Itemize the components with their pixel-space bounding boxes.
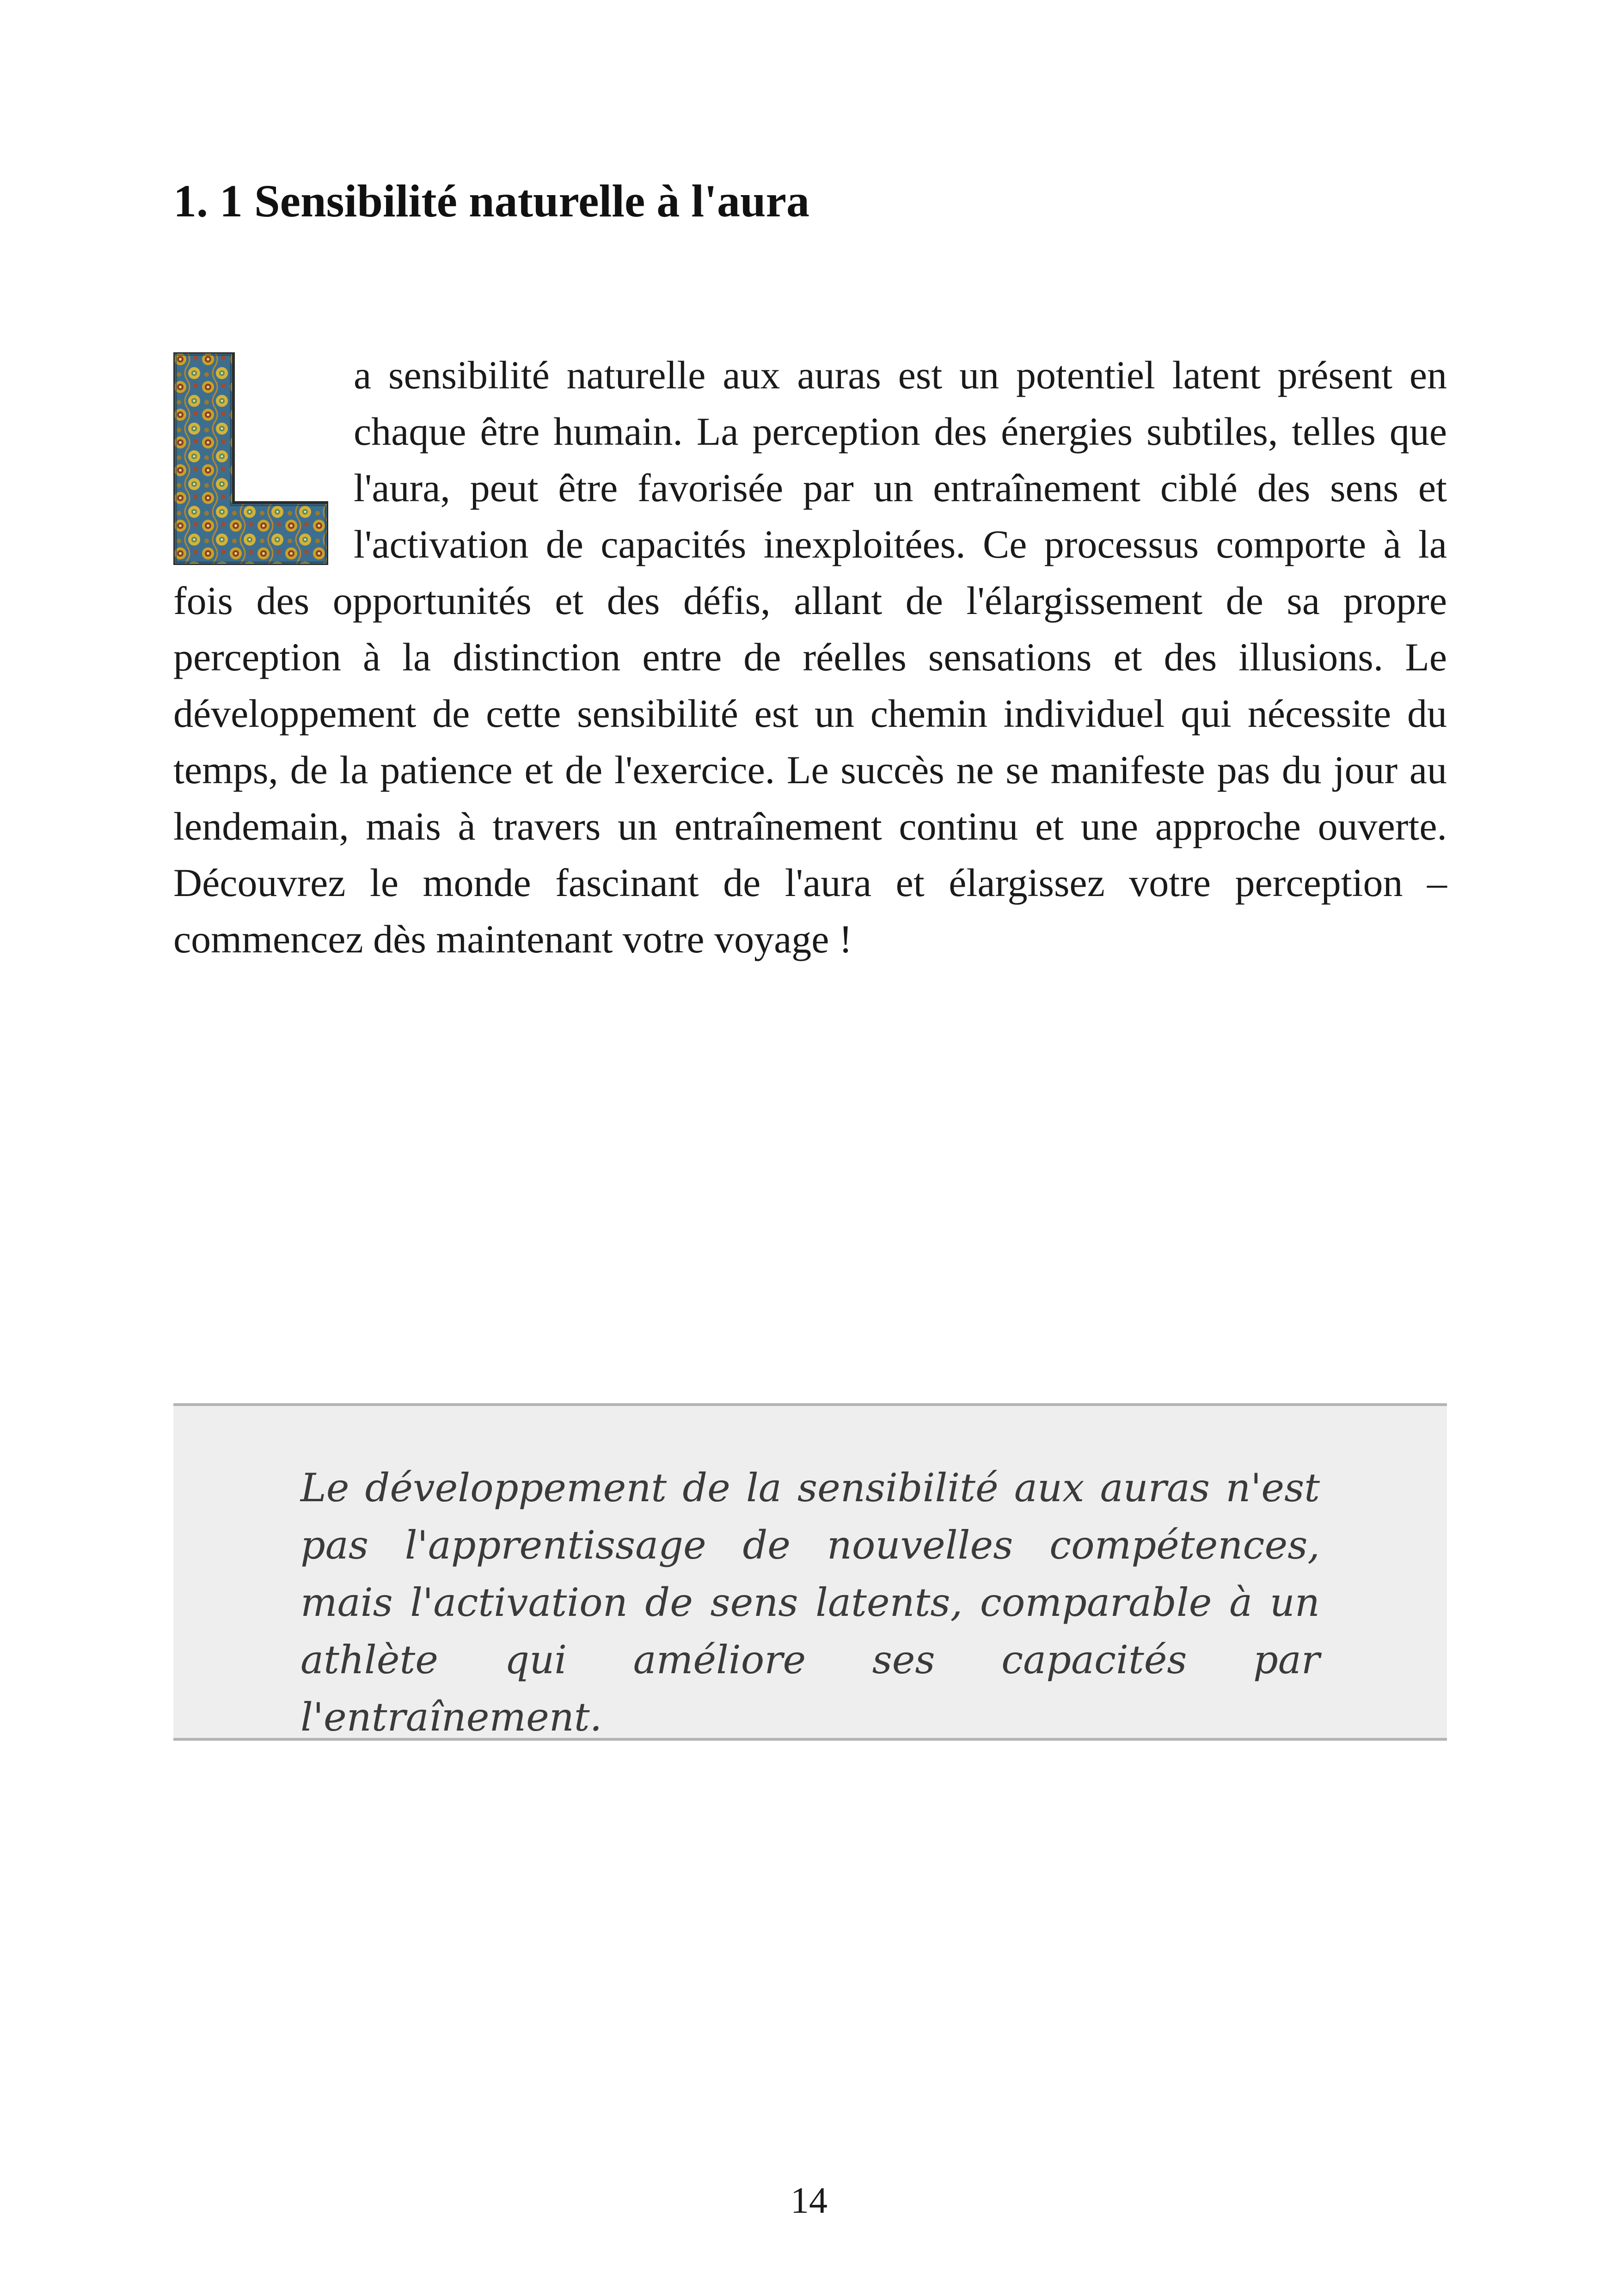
- decorative-dropcap-l-icon: [173, 352, 328, 570]
- section-heading: 1. 1 Sensibilité naturelle à l'aura: [173, 175, 809, 227]
- page-number: 14: [791, 2180, 827, 2221]
- quote-callout: [173, 1403, 1447, 1741]
- body-paragraph: [173, 347, 1447, 967]
- paragraph-text: a sensibilité naturelle aux auras est un potentiel latent présent en chaque être humain. La perception des énergies subtiles, telles que l'aura, peut être favorisée par un entraînement ciblé des sens et l'activation de capacités inexploitées. Ce processus comporte à la fois des opportunités et des défis, allant de l'élargissement de sa propre perception à la distinction entre de réelles sensations et des illusions. Le développement de cette sensibilité est un chemin individuel qui nécessite du temps, de la patience et de l'exercice. Le succès ne se manifeste pas du jour au lendemain, mais à travers un entraînement continu et une approche ouverte. Découvrez le monde fascinant de l'aura et élargissez votre perception – commencez dès maintenant votre voyage !: [173, 353, 1447, 961]
- quote-text: Le développement de la sensibilité aux auras n'est pas l'apprentissage de nouvelles compétences, mais l'activation de sens latents, comparable à un athlète qui améliore ses capacités par l'entraînement.: [300, 1465, 1320, 1740]
